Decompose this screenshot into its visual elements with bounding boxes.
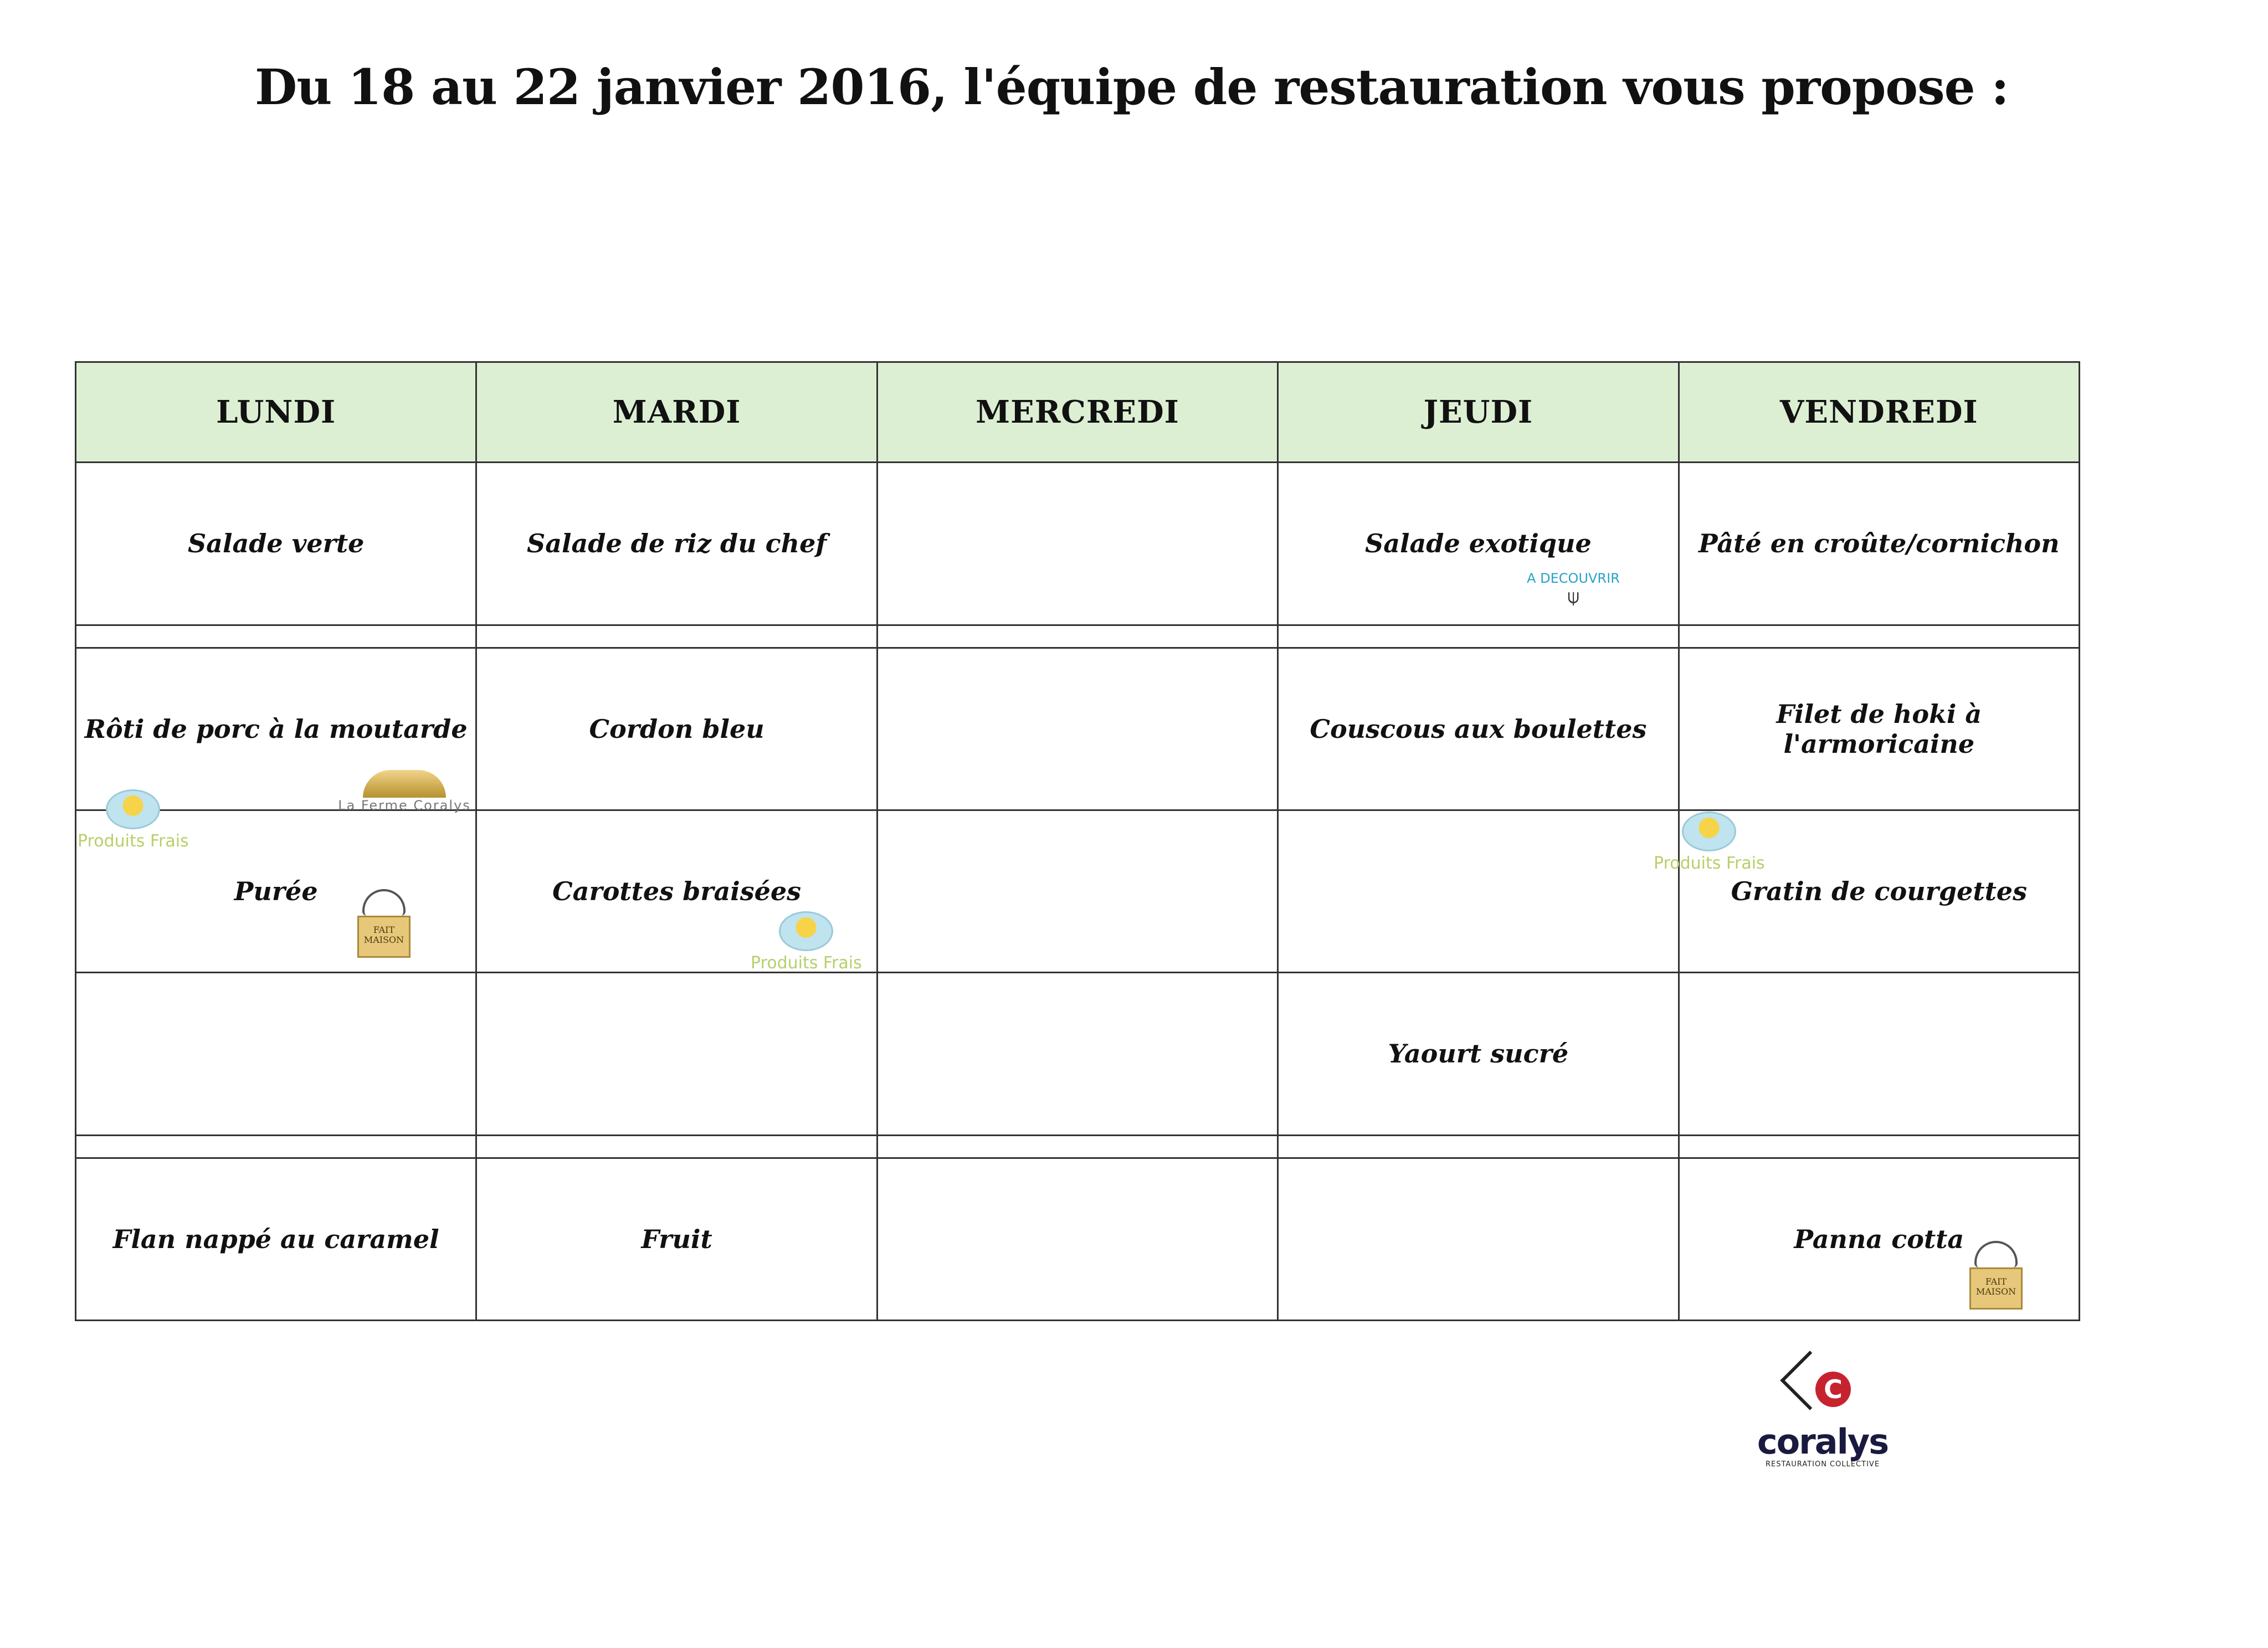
coralys-c-letter: C [1815,1372,1851,1407]
day-header-jeudi: JEUDI [1278,362,1679,463]
ferme-coralys-label: La Ferme Coralys [338,798,471,813]
spacer-cell [1278,1135,1679,1158]
day-header-mercredi: MERCREDI [877,362,1277,463]
header-row [76,362,2080,463]
produits-frais-badge [751,911,861,994]
spacer-cell [476,1135,877,1158]
dish-cell: Yaourt sucré [1278,973,1679,1135]
dish-cell: Couscous aux boulettes [1278,648,1679,810]
row-spacer [76,625,2080,648]
day-header-mardi: MARDI [476,362,877,463]
produits-frais-badge [1654,812,1764,895]
a-decouvrir-label: A DECOUVRIR [1527,571,1620,586]
row-dairy [76,973,2080,1135]
produits-frais-icon [779,911,833,951]
dish-cell: Salade exotique [1278,463,1679,625]
fork-icon: ⍦ [1567,586,1579,608]
dish-cell: Filet de hoki à l'armoricaine [1679,648,2079,810]
dish-cell: Purée [76,810,476,972]
a-decouvrir-badge [1521,571,1626,608]
menu-table [75,361,2080,1321]
dish-cell: Pâté en croûte/cornichon [1679,463,2079,625]
spacer-cell [1679,1135,2079,1158]
row-spacer [76,1135,2080,1158]
spacer-cell [1679,625,2079,648]
dish-cell: Salade verte [76,463,476,625]
produits-frais-label: Produits Frais [78,831,189,851]
chef-hat-icon [362,889,406,916]
dish-cell [877,810,1277,972]
produits-frais-badge [78,789,188,872]
spacer-cell [76,625,476,648]
dish-cell: Panna cotta [1679,1158,2079,1320]
spacer-cell [76,1135,476,1158]
spacer-cell [476,625,877,648]
fait-maison-badge [1969,1241,2023,1318]
produits-frais-label: Produits Frais [751,953,862,973]
coralys-subtitle: RESTAURATION COLLECTIVE [1765,1460,1880,1469]
chef-hat-icon [1974,1241,2018,1267]
spacer-cell [877,625,1277,648]
farm-icon [363,770,446,798]
dish-cell: Fruit [476,1158,877,1320]
page-title: Du 18 au 22 janvier 2016, l'équipe de restauration vous propose : [255,58,2009,116]
produits-frais-label: Produits Frais [1654,854,1765,873]
dish-cell [877,973,1277,1135]
dish-cell: Cordon bleu [476,648,877,810]
fait-maison-badge [357,889,411,967]
dish-cell [877,648,1277,810]
produits-frais-icon [1682,812,1736,851]
row-dessert [76,1158,2080,1320]
dish-cell [476,973,877,1135]
dish-cell: Salade de riz du chef [476,463,877,625]
day-header-lundi: LUNDI [76,362,476,463]
dish-cell [1278,1158,1679,1320]
dish-cell: Rôti de porc à la moutarde [76,648,476,810]
ferme-coralys-badge [332,770,476,813]
coralys-brand: coralys [1757,1421,1889,1462]
dish-cell: Carottes braisées [476,810,877,972]
spacer-cell [1278,625,1679,648]
dish-cell: Flan nappé au caramel [76,1158,476,1320]
dish-cell [877,463,1277,625]
coralys-mark-icon [1781,1352,1864,1424]
fait-maison-label: FAIT MAISON [357,916,411,958]
day-header-vendredi: VENDREDI [1679,362,2079,463]
row-starter [76,463,2080,625]
dish-cell [877,1158,1277,1320]
dish-cell [76,973,476,1135]
coralys-logo [1756,1352,1889,1490]
spacer-cell [877,1135,1277,1158]
dish-cell [1278,810,1679,972]
dish-cell [1679,973,2079,1135]
fait-maison-label: FAIT MAISON [1969,1267,2023,1310]
dish-cell: Gratin de courgettes [1679,810,2079,972]
produits-frais-icon [106,789,160,829]
